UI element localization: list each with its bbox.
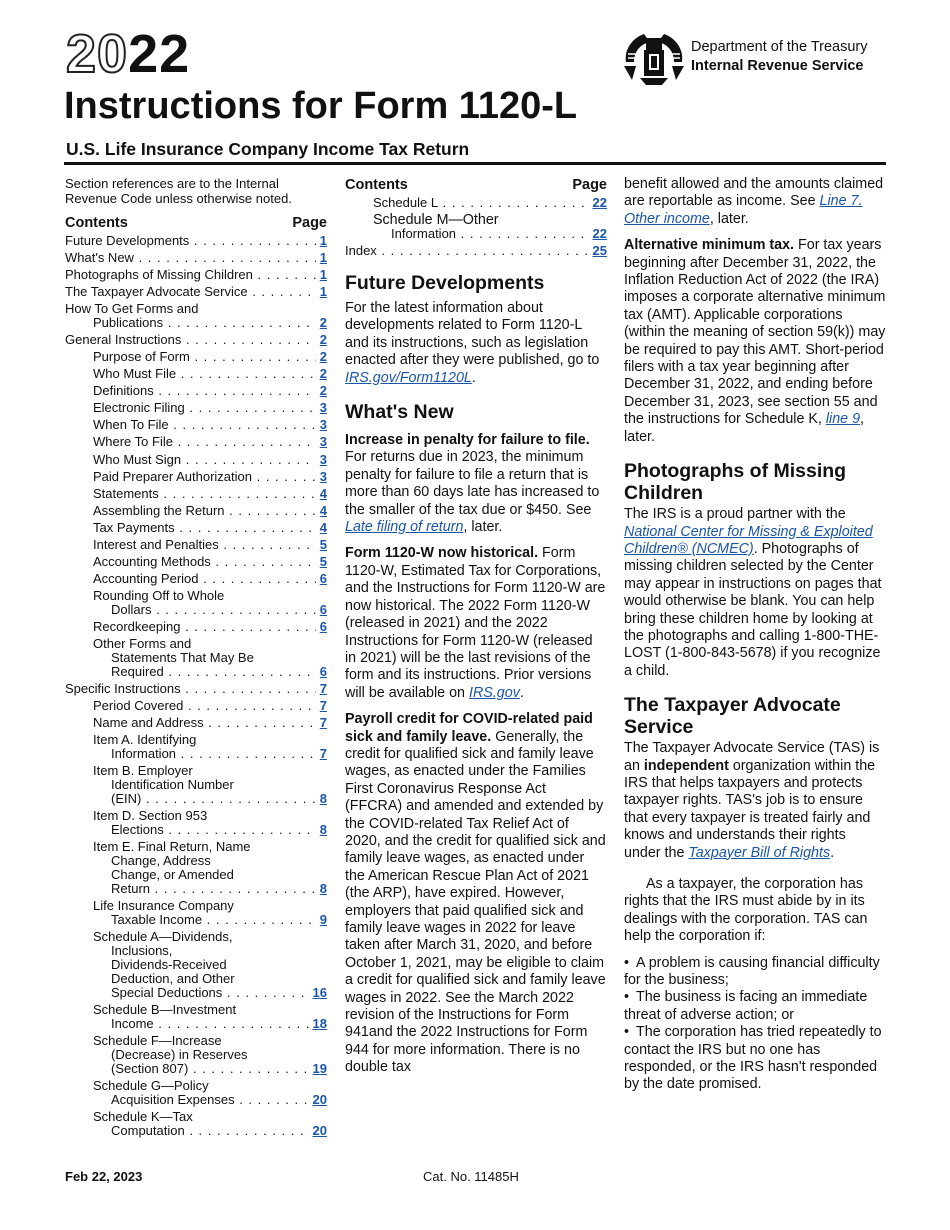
taxpayer-advocate-heading: The Taxpayer Advocate Service <box>624 694 841 739</box>
toc-page-link[interactable]: 8 <box>319 881 327 897</box>
toc-entry[interactable] <box>65 699 327 713</box>
toc-entry[interactable] <box>65 930 327 1000</box>
toc-entry-label: Publications . . . <box>65 316 316 330</box>
toc-entry[interactable] <box>65 538 327 552</box>
toc-entry-label: Who Must Sign . . . <box>65 453 316 467</box>
page-label: Page <box>292 215 327 231</box>
toc-entry-line: Inclusions, <box>111 943 173 959</box>
toc-entry[interactable] <box>65 418 327 432</box>
toc-header <box>65 214 327 232</box>
toc-entry[interactable] <box>65 470 327 484</box>
toc-entry[interactable] <box>65 1034 327 1076</box>
toc-entry-label: Required . . . <box>65 665 316 679</box>
agency-department: Department of the Treasury <box>691 39 868 55</box>
toc-page-link[interactable]: 20 <box>312 1123 327 1139</box>
toc-entry[interactable] <box>65 733 327 761</box>
toc-entry[interactable] <box>65 764 327 806</box>
toc-entry[interactable] <box>65 899 327 927</box>
toc-entry-line: Schedule G—Policy <box>93 1078 209 1094</box>
toc-entry-line: Item B. Employer <box>93 763 193 779</box>
toc-entry-label: The Taxpayer Advocate Service . . . <box>65 285 316 299</box>
toc-page-link[interactable]: 5 <box>319 536 327 552</box>
ncmec-link[interactable]: National Center for Missing & Exploited Children® (NCMEC) <box>624 523 873 557</box>
toc-entry-line: Statements That May Be <box>111 649 254 665</box>
toc-entry[interactable] <box>65 234 327 248</box>
toc-entry-label: Interest and Penalties . . . <box>65 538 316 552</box>
toc-entry[interactable] <box>345 244 607 258</box>
toc-entry-label: Return . . . <box>65 882 316 896</box>
toc-entry-label: (EIN) . . . <box>65 792 316 806</box>
toc-page-link[interactable]: 3 <box>319 417 327 433</box>
list-item: • A problem is causing financial difficulty for the business; <box>624 955 886 990</box>
toc-entry-line: Schedule K—Tax <box>93 1109 193 1125</box>
agency-name <box>691 38 868 76</box>
toc-entry-label: Purpose of Form . . . <box>65 350 316 364</box>
toc-entry-label: Statements . . . <box>65 487 316 501</box>
text-column-3: benefit allowed and the amounts claimed are reportable as income. See Line 7. Other income, later. Alternative minimum tax. For tax years beginning after December 31, 2022, the Inflation Reduction Act of 2022 (the IRA) imposes a corporate alternative minimum tax (AMT). Applicable corporations (within the meaning of section 59(k)) may be required to pay this AMT. Short-period filers with a tax year beginning after December 31, 2022, and ending before December 31, 2023, see section 55 and the instructions for Schedule K, line 9, later. Photographs of Missing Children The IRS is a proud partner with the National Center for Missing & Exploited Children® (NCMEC). Photographs of missing children selected by the Center may appear in instructions on pages that would otherwise be blank. You can help bring these children home by looking at the photographs and calling 1-800-THE-LOST (1-800-843-5678) if you recognize a child. The Taxpayer Advocate Service The Taxpayer Advocate Service (TAS) is an independent organization within the IRS that helps taxpayers and protects taxpayer rights. TAS's job is to ensure that every taxpayer is treated fairly and knows and understands their rights under the Taxpayer Bill of Rights. As a taxpayer, the corporation has rights that the IRS must abide by in its dealings with the corporation. TAS can help the corporation if: • A problem is causing financial difficulty for the business; • The business is facing an immediate threat of adverse action; or • The corporation has tried repeatedly to contact the IRS but no one has responded, or the IRS hasn't responded by the date promised. <box>624 176 886 1094</box>
text-column-2: Contents Page Schedule L . . . 22 Schedule M—Other Information . . . 22 Index . . . 25 Future Developments For the latest information about developments related to Form 1120-L and its instructions, such as legislation enacted after they were published, go to IRS.gov/Form1120L. What's New Increase in penalty for failure to file. For returns due in 2023, the minimum penalty for failure to file a return that is more than 60 days late has increased to the smaller of the tax due or $450. See Late filing of return, later. Form 1120-W now historical. Form 1120-W, Estimated Tax for Corporations, and the Instructions for Form 1120-W are now historical. The 2022 Form 1120-W (released in 2021) and the 2022 Instructions for Form 1120-W (released in 2021) will be the last revisions of the form and its instructions. Prior versions will be available on IRS.gov. Payroll credit for COVID-related paid sick and family leave. Generally, the credit for qualified sick and family leave wages, as enacted under the Families First Coronavirus Response Act (FFCRA) and amended and extended by the COVID-related Tax Relief Act of 2020, and the credit for qualified sick and family leave wages, as enacted under the American Rescue Plan Act of 2021 (the ARP), have expired. However, employers that paid qualified sick and family leave wages in 2022 for leave taken after March 31, 2020, and before October 1, 2021, may be eligible to claim a credit for qualified sick and family leave wages in 2022. See the March 2022 revision of the Instructions for Form 941and the 2022 Instructions for Form 944 for more information. There is no double tax <box>345 176 607 1086</box>
taxpayer-bill-of-rights-link[interactable]: Taxpayer Bill of Rights <box>688 844 831 861</box>
toc-page-link[interactable]: 16 <box>312 985 327 1001</box>
toc-entry[interactable] <box>65 840 327 896</box>
form1120w-heading: Form 1120-W now historical. <box>345 545 539 562</box>
toc-entry-line: Schedule A—Dividends, <box>93 929 233 945</box>
toc-entry[interactable] <box>65 716 327 730</box>
toc-entry-line: Schedule M—Other <box>373 212 499 228</box>
toc-page-link[interactable]: 4 <box>319 485 327 501</box>
toc-page-link[interactable]: 6 <box>319 570 327 586</box>
page-subtitle: U.S. Life Insurance Company Income Tax Return <box>66 139 470 159</box>
toc-entry-line: Item A. Identifying <box>93 732 197 748</box>
list-item: • The business is facing an immediate threat of adverse action; or <box>624 989 886 1024</box>
toc-entry-label: Future Developments . . . <box>65 234 316 248</box>
toc-entry-label: Tax Payments . . . <box>65 521 316 535</box>
list-item: • The corporation has tried repeatedly to contact the IRS but no one has responded, or the IRS hasn't responded by the date promised. <box>624 1024 886 1094</box>
toc-entry[interactable] <box>65 350 327 364</box>
toc-entry-label: Photographs of Missing Children . . . <box>65 268 316 282</box>
toc-page-link[interactable]: 3 <box>319 400 327 416</box>
tas-help-list <box>624 955 886 1094</box>
toc-entry[interactable] <box>65 809 327 837</box>
toc-list-continued <box>345 196 607 258</box>
toc-entry-label: Specific Instructions . . . <box>65 682 316 696</box>
irs-eagle-logo-icon <box>622 28 686 86</box>
toc-page-link[interactable]: 9 <box>319 912 327 928</box>
toc-page-link[interactable]: 8 <box>319 822 327 838</box>
toc-entry-label: Index . . . <box>345 244 589 258</box>
toc-entry[interactable] <box>65 367 327 381</box>
toc-page-link[interactable]: 2 <box>319 366 327 382</box>
toc-entry[interactable] <box>65 251 327 265</box>
toc-entry[interactable] <box>65 682 327 696</box>
toc-page-link[interactable]: 1 <box>319 250 327 266</box>
toc-entry[interactable] <box>65 637 327 679</box>
contents-label: Contents <box>65 215 128 231</box>
contents-label: Contents <box>345 177 408 193</box>
toc-page-link[interactable]: 2 <box>319 332 327 348</box>
toc-entry-label: General Instructions . . . <box>65 333 316 347</box>
toc-entry-label: When To File . . . <box>65 418 316 432</box>
toc-entry[interactable] <box>65 555 327 569</box>
toc-entry-line: Schedule F—Increase <box>93 1033 222 1049</box>
toc-entry[interactable] <box>65 401 327 415</box>
toc-entry-label: Dollars . . . <box>65 603 316 617</box>
toc-entry[interactable] <box>65 302 327 330</box>
other-income-link[interactable]: Line 7. Other income <box>624 193 863 227</box>
toc-page-link[interactable]: 6 <box>319 601 327 617</box>
toc-entry-label: Where To File . . . <box>65 435 316 449</box>
toc-entry-line: Item E. Final Return, Name <box>93 839 251 855</box>
toc-page-link[interactable]: 4 <box>319 502 327 518</box>
toc-page-link[interactable]: 3 <box>319 434 327 450</box>
year-bold: 22 <box>128 24 191 84</box>
amt-heading: Alternative minimum tax. <box>624 237 795 254</box>
toc-entry-line: Other Forms and <box>93 635 192 651</box>
toc-entry-line: Identification Number <box>111 777 234 793</box>
toc-entry-label: Name and Address . . . <box>65 716 316 730</box>
toc-entry-label: Income . . . <box>65 1017 309 1031</box>
toc-entry-label: Special Deductions . . . <box>65 986 309 1000</box>
toc-entry-label: Who Must File . . . <box>65 367 316 381</box>
toc-page-link[interactable]: 1 <box>319 267 327 283</box>
toc-entry-line: Dividends-Received <box>111 957 227 973</box>
revision-date: Feb 22, 2023 <box>65 1169 143 1184</box>
toc-page-link[interactable]: 2 <box>319 383 327 399</box>
toc-page-link[interactable]: 7 <box>319 746 327 762</box>
catalog-number: Cat. No. 11485H <box>423 1169 519 1184</box>
toc-page-link[interactable]: 2 <box>319 349 327 365</box>
toc-page-link[interactable]: 6 <box>319 663 327 679</box>
toc-column-1 <box>65 176 327 1141</box>
toc-entry-label: Definitions . . . <box>65 384 316 398</box>
page-title: Instructions for Form 1120-L <box>64 85 578 127</box>
toc-page-link[interactable]: 7 <box>319 697 327 713</box>
toc-entry[interactable] <box>65 1110 327 1138</box>
missing-children-heading: Photographs of Missing Children <box>624 460 847 505</box>
toc-entry[interactable] <box>65 268 327 282</box>
toc-entry-label: Information . . . <box>65 747 316 761</box>
toc-list <box>65 234 327 1138</box>
toc-page-link[interactable]: 3 <box>319 468 327 484</box>
toc-page-link[interactable]: 22 <box>592 195 607 210</box>
toc-page-link[interactable]: 18 <box>312 1016 327 1032</box>
toc-page-link[interactable]: 19 <box>312 1061 327 1077</box>
taxpayer-rights-text: As a taxpayer, the corporation has rights that the IRS must abide by in its dealings with the corporation. TAS can help the corporation if: <box>624 876 868 945</box>
toc-page-link[interactable]: 8 <box>319 791 327 807</box>
toc-entry[interactable] <box>65 620 327 634</box>
toc-entry[interactable] <box>65 521 327 535</box>
header-rule <box>64 162 886 165</box>
toc-page-link[interactable]: 7 <box>319 680 327 696</box>
toc-entry-label: Schedule L . . . <box>345 196 589 210</box>
toc-page-link[interactable]: 3 <box>319 451 327 467</box>
toc-entry-label: Assembling the Return . . . <box>65 504 316 518</box>
section-reference-note: Section references are to the Internal Revenue Code unless otherwise noted. <box>65 176 292 206</box>
toc-page-link[interactable]: 25 <box>592 243 607 258</box>
toc-entry[interactable] <box>345 196 607 210</box>
toc-page-link[interactable]: 20 <box>312 1092 327 1108</box>
toc-entry-label: Computation . . . <box>65 1124 309 1138</box>
toc-entry-label: Paid Preparer Authorization . . . <box>65 470 316 484</box>
toc-entry-line: Change, Address <box>111 853 211 869</box>
toc-page-link[interactable]: 7 <box>319 715 327 731</box>
toc-entry-label: Taxable Income . . . <box>65 913 316 927</box>
toc-entry-line: Life Insurance Company <box>93 898 234 914</box>
covid-credit-heading: Payroll credit for COVID-related paid sick and family leave. <box>345 711 593 745</box>
toc-page-link[interactable]: 5 <box>319 553 327 569</box>
toc-entry[interactable] <box>65 1003 327 1031</box>
taxpayer-advocate-text: The Taxpayer Advocate Service (TAS) is an independent organization within the IRS that helps taxpayers and protects taxpayer rights. TAS's job is to ensure that every taxpayer is treated fairly and knows and understands their rights under the Taxpayer Bill of Rights. <box>624 740 880 861</box>
whats-new-heading: What's New <box>345 401 454 424</box>
toc-entry[interactable] <box>65 384 327 398</box>
agency-irs: Internal Revenue Service <box>691 58 864 74</box>
toc-header-continued <box>345 176 607 194</box>
toc-page-link[interactable]: 4 <box>319 519 327 535</box>
toc-entry[interactable] <box>65 285 327 299</box>
line9-link[interactable]: line 9 <box>825 411 861 428</box>
toc-entry-line: Deduction, and Other <box>111 971 235 987</box>
toc-page-link[interactable]: 22 <box>592 226 607 241</box>
toc-page-link[interactable]: 2 <box>319 315 327 331</box>
toc-entry-line: Rounding Off to Whole <box>93 587 225 603</box>
toc-entry[interactable] <box>65 333 327 347</box>
year-outline: 20 <box>66 24 129 84</box>
toc-entry-line: (Decrease) in Reserves <box>111 1047 248 1063</box>
toc-entry-line: Schedule B—Investment <box>93 1002 237 1018</box>
toc-entry-label: Acquisition Expenses . . . <box>65 1093 309 1107</box>
irs-form1120l-link[interactable]: IRS.gov/Form1120L <box>345 369 472 386</box>
toc-page-link[interactable]: 6 <box>319 618 327 634</box>
toc-entry-label: Period Covered . . . <box>65 699 316 713</box>
toc-entry[interactable] <box>345 213 607 241</box>
toc-entry[interactable] <box>65 589 327 617</box>
toc-entry[interactable] <box>65 1079 327 1107</box>
toc-entry[interactable] <box>65 435 327 449</box>
toc-entry[interactable] <box>65 504 327 518</box>
toc-entry-label: Information . . . <box>345 227 589 241</box>
late-filing-link[interactable]: Late filing of return <box>345 519 464 536</box>
future-developments-heading: Future Developments <box>345 272 545 294</box>
future-developments-text: For the latest information about developments related to Form 1120-L and its instructions, such as legislation enacted after they were published, go to IRS.gov/Form1120L. <box>345 300 600 386</box>
toc-entry-label: Recordkeeping . . . <box>65 620 316 634</box>
penalty-heading: Increase in penalty for failure to file. <box>345 432 590 449</box>
toc-entry[interactable] <box>65 487 327 501</box>
toc-entry-label: What's New . . . <box>65 251 316 265</box>
toc-page-link[interactable]: 1 <box>319 284 327 300</box>
toc-page-link[interactable]: 1 <box>319 233 327 248</box>
toc-entry[interactable] <box>65 572 327 586</box>
toc-entry-line: How To Get Forms and <box>65 301 199 317</box>
toc-entry-line: Change, or Amended <box>111 867 234 883</box>
toc-entry-label: Accounting Methods . . . <box>65 555 316 569</box>
toc-entry-label: Elections . . . <box>65 823 316 837</box>
toc-entry-label: Accounting Period . . . <box>65 572 316 586</box>
toc-entry-label: (Section 807) . . . <box>65 1062 309 1076</box>
toc-entry[interactable] <box>65 453 327 467</box>
missing-children-text: The IRS is a proud partner with the National Center for Missing & Exploited Children® (NCMEC). Photographs of missing children selected by the Center may appear in instructions on pages that would otherwise be blank. You can help bring these children home by looking at the photographs and calling 1-800-THE-LOST (1-800-843-5678) if you recognize a child. <box>624 506 882 679</box>
double-tax-paragraph: benefit allowed and the amounts claimed are reportable as income. See Line 7. Other income, later. <box>624 176 884 227</box>
page-label: Page <box>572 177 607 193</box>
form-year <box>66 24 190 84</box>
toc-entry-label: Electronic Filing . . . <box>65 401 316 415</box>
irs-gov-link[interactable]: IRS.gov <box>468 684 520 701</box>
toc-entry-line: Item D. Section 953 <box>93 808 208 824</box>
